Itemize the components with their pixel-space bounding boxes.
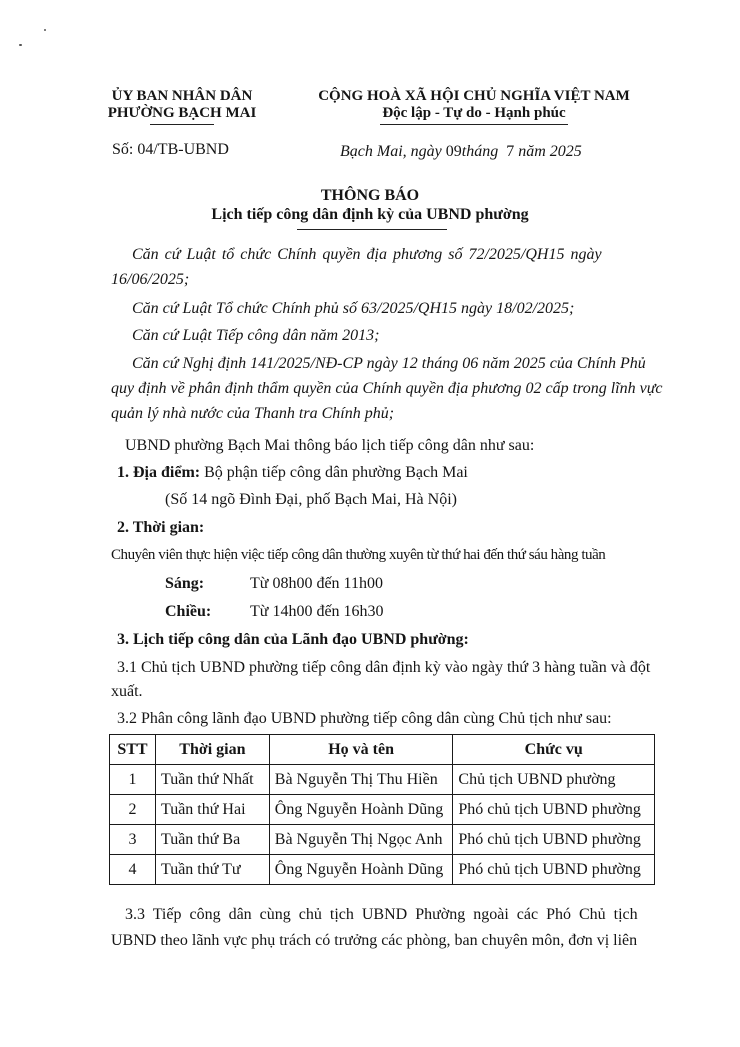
legal-basis-4: Căn cứ Nghị định 141/2025/NĐ-CP ngày 12 tháng 06 năm 2025 của Chính Phủ [132, 355, 646, 372]
location-label: 1. Địa điểm: [117, 464, 201, 481]
morning-label: Sáng: [165, 575, 205, 592]
cell-stt: 2 [110, 795, 156, 825]
date-year: năm 2025 [518, 143, 582, 160]
scan-speck [44, 29, 46, 31]
date-prefix: Bạch Mai, ngày [340, 143, 442, 160]
legal-basis-1-cont: 16/06/2025; [111, 271, 190, 288]
nation-header [292, 88, 656, 122]
cell-position: Phó chủ tịch UBND phường [453, 825, 655, 855]
document-date [340, 142, 582, 162]
cell-name: Bà Nguyễn Thị Thu Hiền [269, 765, 453, 795]
header-position: Chức vụ [453, 735, 655, 765]
agency-underline [150, 124, 214, 125]
assignment-intro: 3.2 Phân công lãnh đạo UBND phường tiếp công dân cùng Chủ tịch như sau: [117, 710, 612, 727]
section-location [117, 463, 468, 483]
intro-paragraph: UBND phường Bạch Mai thông báo lịch tiếp công dân như sau: [125, 437, 535, 454]
cell-time: Tuần thứ Hai [155, 795, 269, 825]
agency-line1: ỦY BAN NHÂN DÂN [111, 88, 253, 104]
agency-line2: PHƯỜNG BẠCH MAI [107, 105, 257, 121]
cell-time: Tuần thứ Nhất [155, 765, 269, 795]
header-name: Họ và tên [269, 735, 453, 765]
legal-basis-4-cont1: quy định về phân định thẩm quyền của Chính quyền địa phương 02 cấp trong lĩnh vực [111, 380, 663, 397]
document-number: Số: 04/TB-UBND [112, 141, 229, 158]
header-stt: STT [110, 735, 156, 765]
morning-time: Từ 08h00 đến 11h00 [250, 575, 383, 592]
cell-time: Tuần thứ Ba [155, 825, 269, 855]
section-3-3-cont: UBND theo lãnh vực phụ trách có trưởng các phòng, ban chuyên môn, đơn vị liên [111, 932, 638, 949]
cell-time: Tuần thứ Tư [155, 855, 269, 885]
section-time: 2. Thời gian: [117, 519, 205, 536]
afternoon-time: Từ 14h00 đến 16h30 [250, 603, 384, 620]
legal-basis-3: Căn cứ Luật Tiếp công dân năm 2013; [132, 327, 380, 344]
header-time: Thời gian [155, 735, 269, 765]
section-3-3: 3.3 Tiếp công dân cùng chủ tịch UBND Phường ngoài các Phó Chủ tịch [125, 906, 638, 923]
legal-basis-2: Căn cứ Luật Tổ chức Chính phủ số 63/2025/QH15 ngày 18/02/2025; [132, 300, 575, 317]
notice-subtitle: Lịch tiếp công dân định kỳ của UBND phường [211, 206, 529, 223]
table-row [110, 795, 655, 825]
cell-stt: 4 [110, 855, 156, 885]
cell-name: Bà Nguyễn Thị Ngọc Anh [269, 825, 453, 855]
cell-name: Ông Nguyễn Hoành Dũng [269, 855, 453, 885]
cell-name: Ông Nguyễn Hoành Dũng [269, 795, 453, 825]
table-row [110, 765, 655, 795]
date-month: 7 [506, 143, 515, 160]
scan-speck [19, 44, 22, 46]
motto-underline [380, 124, 568, 125]
nation-motto: Độc lập - Tự do - Hạnh phúc [382, 105, 566, 121]
cell-position: Phó chủ tịch UBND phường [453, 855, 655, 885]
location-text: Bộ phận tiếp công dân phường Bạch Mai [200, 464, 468, 481]
agency-header [94, 88, 270, 122]
schedule-table [109, 734, 655, 885]
notice-title: THÔNG BÁO [320, 187, 420, 204]
legal-basis-1: Căn cứ Luật tổ chức Chính quyền địa phương số 72/2025/QH15 ngày [132, 246, 602, 263]
table-row [110, 825, 655, 855]
cell-stt: 1 [110, 765, 156, 795]
date-day: 09 [445, 143, 462, 160]
chairman-schedule: 3.1 Chủ tịch UBND phường tiếp công dân định kỳ vào ngày thứ 3 hàng tuần và đột [117, 659, 651, 676]
legal-basis-4-cont2: quản lý nhà nước của Thanh tra Chính phủ; [111, 405, 395, 422]
date-month-label: tháng [461, 143, 499, 160]
cell-position: Chủ tịch UBND phường [453, 765, 655, 795]
section-leaders-schedule: 3. Lịch tiếp công dân của Lãnh đạo UBND phường: [117, 631, 469, 648]
afternoon-label: Chiều: [165, 603, 212, 620]
location-address: (Số 14 ngõ Đình Đại, phố Bạch Mai, Hà Nội) [165, 491, 457, 508]
nation-line1: CỘNG HOÀ XÃ HỘI CHỦ NGHĨA VIỆT NAM [318, 88, 630, 104]
table-header-row [110, 735, 655, 765]
chairman-schedule-cont: xuất. [111, 683, 143, 700]
time-description: Chuyên viên thực hiện việc tiếp công dân thường xuyên từ thứ hai đến thứ sáu hàng tuần [111, 547, 606, 563]
cell-stt: 3 [110, 825, 156, 855]
table-row [110, 855, 655, 885]
subtitle-underline [297, 229, 447, 230]
cell-position: Phó chủ tịch UBND phường [453, 795, 655, 825]
